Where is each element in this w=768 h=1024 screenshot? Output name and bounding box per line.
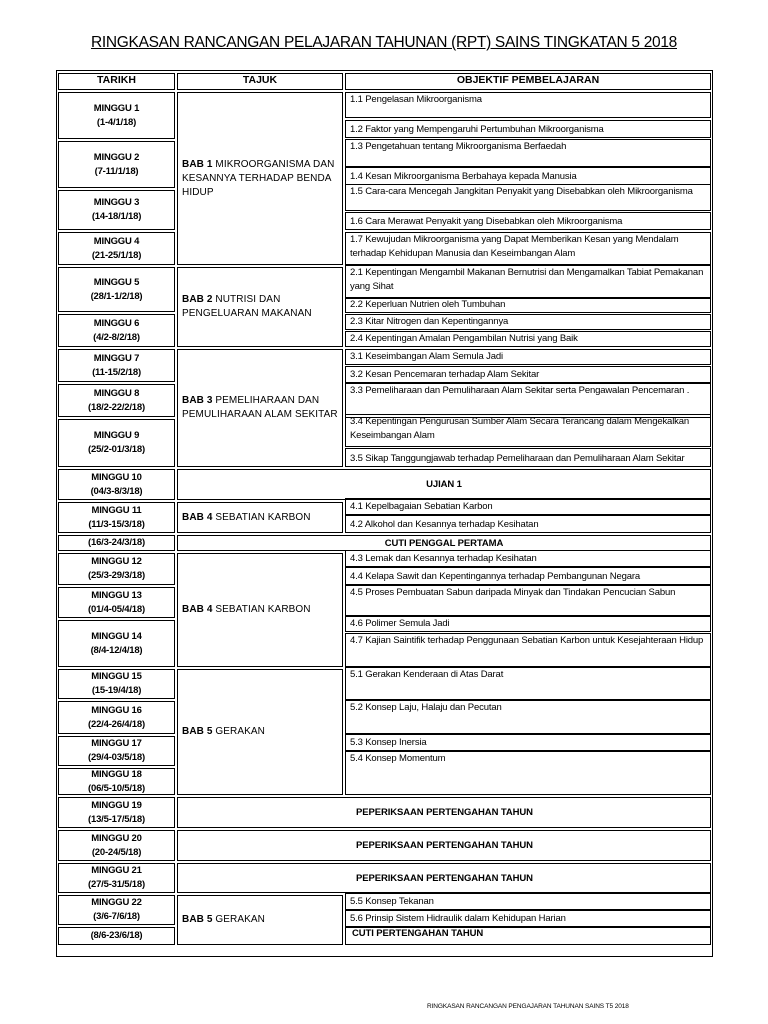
objective-3: 1.3 Pengetahuan tentang Mikroorganisma Berfaedah [345,139,711,167]
objective-19: 4.3 Lemak dan Kesannya terhadap Kesihatan [345,550,711,567]
week-dates: (1-4/1/18) [96,116,137,128]
week-label: MINGGU 21 [91,865,142,876]
week-dates: (20-24/5/18) [91,846,142,858]
week-dates: (25/2-01/3/18) [88,444,145,455]
week-label: MINGGU 5 [93,276,140,288]
header-tarikh: TARIKH [58,73,175,90]
week-label: MINGGU 9 [93,430,140,441]
header-objektif: OBJEKTIF PEMBELAJARAN [345,73,711,90]
week-dates: (15-19/4/18) [91,685,142,696]
week-dates: (8/4-12/4/18) [90,644,143,656]
date-cell-23 [58,895,175,925]
objective-23: 4.7 Kajian Saintifik terhadap Penggunaan Sebatian Karbon untuk Kesejahteraan Hidup [345,633,711,667]
week-dates: (3/6-7/6/18) [93,911,140,922]
topic-text: BAB 4 SEBATIAN KARBON [182,511,311,523]
topic-cell-1 [177,92,343,265]
date-cell-17 [58,701,175,734]
topic-text: BAB 3 PEMELIHARAAN DAN PEMULIHARAAN ALAM SEKITAR [182,395,338,420]
date-cell-6 [58,314,175,347]
objective-28: 5.5 Konsep Tekanan [345,893,711,910]
week-label: MINGGU 17 [91,738,142,749]
week-label: MINGGU 6 [93,317,140,329]
objective-25: 5.2 Konsep Laju, Halaju dan Pecutan [345,700,711,734]
objective-18: 4.2 Alkohol dan Kesannya terhadap Kesihatan [345,515,711,533]
objective-29: 5.6 Prinsip Sistem Hidraulik dalam Kehidupan Harian [345,910,711,927]
objective-16: 3.5 Sikap Tanggungjawab terhadap Pemeliharaan dan Pemuliharaan Alam Sekitar [345,448,711,467]
topic-cell-3 [177,349,343,467]
date-cell-12 [58,535,175,551]
page-footer: RINGKASAN RANCANGAN PENGAJARAN TAHUNAN SAINS T5 2018 [427,1003,629,1010]
week-label: MINGGU 20 [91,832,142,844]
objective-17: 4.1 Kepelbagaian Sebatian Karbon [345,498,711,515]
week-label: MINGGU 1 [93,102,140,114]
date-cell-21 [58,830,175,861]
header-tajuk: TAJUK [177,73,343,90]
date-cell-7 [58,349,175,382]
week-dates: (11/3-15/3/18) [88,518,145,530]
week-label: MINGGU 8 [93,387,140,399]
week-label: MINGGU 12 [91,556,142,567]
week-dates: (18/2-22/2/18) [88,401,145,413]
week-label: MINGGU 4 [93,235,140,247]
span-row-5: PEPERIKSAAN PERTENGAHAN TAHUN [177,863,711,893]
objective-11: 2.4 Kepentingan Amalan Pengambilan Nutrisi yang Baik [345,331,711,347]
week-dates: (06/5-10/5/18) [88,782,145,794]
objective-8: 2.1 Kepentingan Mengambil Makanan Bernutrisi dan Mengamalkan Tabiat Pemakanan yang Sihat [345,265,711,298]
date-cell-16 [58,669,175,699]
topic-text: BAB 2 NUTRISI DAN PENGELUARAN MAKANAN [182,294,312,319]
week-dates: (21-25/1/18) [91,249,142,261]
topic-text: BAB 1 MIKROORGANISMA DAN KESANNYA TERHADAP BENDA HIDUP [182,158,335,198]
date-cell-3 [58,190,175,230]
objective-22: 4.6 Polimer Semula Jadi [345,616,711,632]
week-dates: (29/4-03/5/18) [88,752,145,763]
span-row-1: UJIAN 1 [177,469,711,500]
date-cell-9 [58,419,175,467]
objective-5: 1.5 Cara-cara Mencegah Jangkitan Penyakit yang Disebabkan oleh Mikroorganisma [345,184,711,211]
week-dates: (27/5-31/5/18) [88,879,145,890]
topic-text: BAB 4 SEBATIAN KARBON [182,604,311,615]
week-dates: (28/1-1/2/18) [90,290,143,302]
week-dates: (01/4-05/4/18) [88,603,145,615]
week-dates: (14-18/1/18) [91,211,142,222]
date-cell-5 [58,267,175,312]
week-label: MINGGU 18 [91,768,142,780]
week-label: MINGGU 3 [93,197,140,208]
week-label: MINGGU 7 [93,352,140,364]
topic-cell-7 [177,895,343,945]
objective-20: 4.4 Kelapa Sawit dan Kepentingannya terhadap Pembangunan Negara [345,567,711,585]
date-cell-13 [58,553,175,585]
date-cell-15 [58,620,175,667]
date-cell-24 [58,927,175,945]
topic-cell-4 [177,502,343,533]
week-dates: (13/5-17/5/18) [88,813,145,825]
objective-12: 3.1 Keseimbangan Alam Semula Jadi [345,349,711,365]
week-dates: (04/3-8/3/18) [90,485,143,497]
topic-cell-6 [177,669,343,795]
objective-21: 4.5 Proses Pembuatan Sabun daripada Minyak dan Tindakan Pencucian Sabun [345,585,711,616]
objective-15: 3.4 Kepentingan Pengurusan Sumber Alam Secara Terancang dalam Mengekalkan Keseimbangan Alam [345,414,711,447]
objective-13: 3.2 Kesan Pencemaran terhadap Alam Sekitar [345,366,711,383]
week-dates: (16/3-24/3/18) [88,537,145,548]
week-label: MINGGU 22 [91,897,142,908]
week-label: MINGGU 15 [91,671,142,682]
week-dates: (7-11/1/18) [94,165,139,177]
week-label: MINGGU 14 [91,630,142,642]
span-row-6: CUTI PERTENGAHAN TAHUN [345,927,711,945]
objective-1: 1.1 Pengelasan Mikroorganisma [345,92,711,118]
topic-text: BAB 5 GERAKAN [182,726,265,737]
objective-14: 3.3 Pemeliharaan dan Pemuliharaan Alam Sekitar serta Pengawalan Pencemaran . [345,383,711,418]
week-label: MINGGU 2 [93,151,140,163]
week-label: MINGGU 19 [91,799,142,811]
week-dates: (4/2-8/2/18) [93,331,140,343]
objective-7: 1.7 Kewujudan Mikroorganisma yang Dapat Memberikan Kesan yang Mendalam terhadap Kehidupan Manusia dan Keseimbangan Alam [345,232,711,265]
date-cell-2 [58,141,175,188]
objective-2: 1.2 Faktor yang Mempengaruhi Pertumbuhan Mikroorganisma [345,120,711,138]
objective-26: 5.3 Konsep Inersia [345,734,711,751]
document-title: RINGKASAN RANCANGAN PELAJARAN TAHUNAN (RPT) SAINS TINGKATAN 5 2018 [91,34,677,51]
objective-6: 1.6 Cara Merawat Penyakit yang Disebabkan oleh Mikroorganisma [345,212,711,230]
date-cell-4 [58,232,175,265]
week-label: MINGGU 13 [91,589,142,601]
date-cell-11 [58,502,175,533]
date-cell-19 [58,768,175,795]
date-cell-10 [58,469,175,500]
date-cell-8 [58,384,175,417]
objective-10: 2.3 Kitar Nitrogen dan Kepentingannya [345,314,711,330]
date-cell-18 [58,736,175,766]
week-dates: (8/6-23/6/18) [90,930,143,941]
span-row-3: PEPERIKSAAN PERTENGAHAN TAHUN [177,797,711,828]
objective-4: 1.4 Kesan Mikroorganisma Berbahaya kepada Manusia [345,167,711,185]
span-row-2: CUTI PENGGAL PERTAMA [177,535,711,551]
week-label: MINGGU 16 [91,704,142,716]
span-row-4: PEPERIKSAAN PERTENGAHAN TAHUN [177,830,711,861]
week-label: MINGGU 11 [91,504,142,516]
week-dates: (22/4-26/4/18) [88,718,145,730]
topic-cell-5 [177,553,343,667]
week-dates: (25/3-29/3/18) [88,570,145,581]
objective-9: 2.2 Keperluan Nutrien oleh Tumbuhan [345,298,711,313]
topic-cell-2 [177,267,343,347]
date-cell-1 [58,92,175,139]
objective-27: 5.4 Konsep Momentum [345,751,711,795]
objective-24: 5.1 Gerakan Kenderaan di Atas Darat [345,667,711,700]
week-label: MINGGU 10 [91,471,142,483]
week-dates: (11-15/2/18) [92,366,141,378]
date-cell-20 [58,797,175,828]
topic-text: BAB 5 GERAKAN [182,914,265,925]
date-cell-22 [58,863,175,893]
date-cell-14 [58,587,175,618]
